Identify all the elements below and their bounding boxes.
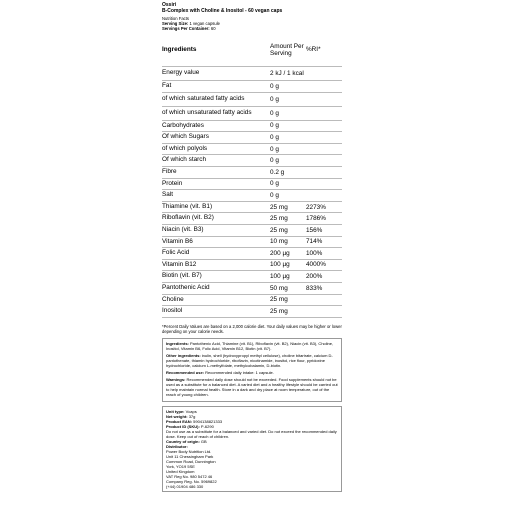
cell-name: Vitamin B12 xyxy=(162,259,270,271)
cell-ri: 2273% xyxy=(306,201,342,213)
table-row xyxy=(162,106,342,120)
table-row xyxy=(162,306,342,318)
cell-ri: 100% xyxy=(306,248,342,260)
country-of-origin: Country of origin: GB xyxy=(166,439,207,445)
ingredients-box xyxy=(162,338,342,402)
table-row xyxy=(162,190,342,202)
cell-amount: 10 mg xyxy=(270,236,306,248)
product-details-box xyxy=(162,406,342,492)
table-row xyxy=(162,81,342,93)
unit-type: Unit type: Vcaps xyxy=(166,409,197,415)
header-ri: %RI* xyxy=(306,33,342,67)
cell-name: Inositol xyxy=(162,306,270,318)
warnings: Warnings: Recommended daily dose should not be exceeded. Food supplements should not be used as a substitute for a balanced diet. A varied diet and a healthy lifestyle should be carried out to help maintain normal health. Store in a dark and dry place at room temperature, out of the reach of young children. xyxy=(166,377,338,398)
cell-ri xyxy=(306,166,342,178)
table-row xyxy=(162,282,342,294)
cell-ri: 714% xyxy=(306,236,342,248)
serving-size: Serving Size: 1 vegan capsule xyxy=(162,21,220,26)
distributor-line: Power Body Nutrition Ltd. xyxy=(166,449,212,455)
table-row xyxy=(162,294,342,306)
table-row xyxy=(162,248,342,260)
cell-name: Of which Sugars xyxy=(162,132,270,144)
cell-amount: 0 g xyxy=(270,92,306,106)
cell-amount: 25 mg xyxy=(270,306,306,318)
cell-name: Protein xyxy=(162,178,270,190)
table-row xyxy=(162,236,342,248)
cell-name: Energy value xyxy=(162,67,270,81)
cell-name: Carbohydrates xyxy=(162,120,270,132)
table-row xyxy=(162,178,342,190)
header-ingredients: Ingredients xyxy=(162,33,270,67)
recommended-use: Recommended use: Recommended daily intake: 1 capsule. xyxy=(166,370,274,376)
cell-amount: 0 g xyxy=(270,143,306,155)
other-ingredients: Other ingredients: inulin, shell (hydroxypropyl methyl cellulose), choline bitartrate, calcium D-pantothenate, thiamin hydrochloride, riboflavin, nicotinamide, inositol, rice flour, pyridoxine hydrochloride, calcium L-methylfolate, methylcobalamin, D-biotin. xyxy=(166,353,333,369)
cell-name: Salt xyxy=(162,190,270,202)
cell-ri: 200% xyxy=(306,271,342,283)
table-row xyxy=(162,224,342,236)
cell-ri: 156% xyxy=(306,224,342,236)
servings-per-container: Servings Per Container: 60 xyxy=(162,26,216,31)
table-row xyxy=(162,259,342,271)
product-id: Product ID (SKU): P-6290 xyxy=(166,424,214,430)
distributor-line: United Kingdom xyxy=(166,469,195,475)
distributor-line: York, YO19 5SE xyxy=(166,464,195,470)
nutrition-table xyxy=(162,33,342,318)
cell-amount: 100 µg xyxy=(270,259,306,271)
cell-name: of which unsaturated fatty acids xyxy=(162,106,270,120)
cell-amount: 0 g xyxy=(270,178,306,190)
brand-name: Ossiri xyxy=(162,2,177,8)
table-row xyxy=(162,155,342,167)
footnote: *Percent Daily Values are based on a 2,000 calorie diet. Your daily values may be higher or lower depending on your calorie needs. xyxy=(162,323,342,334)
cell-amount: 100 µg xyxy=(270,271,306,283)
table-row xyxy=(162,271,342,283)
table-row xyxy=(162,132,342,144)
table-row xyxy=(162,92,342,106)
cell-amount: 25 mg xyxy=(270,224,306,236)
cell-ri xyxy=(306,67,342,81)
product-name: B-Complex with Choline & Inositol - 60 vegan caps xyxy=(162,8,283,14)
cell-name: Fat xyxy=(162,81,270,93)
table-row xyxy=(162,67,342,81)
cell-ri xyxy=(306,143,342,155)
table-row xyxy=(162,213,342,225)
cell-name: Fibre xyxy=(162,166,270,178)
table-row xyxy=(162,143,342,155)
cell-amount: 0 g xyxy=(270,132,306,144)
cell-name: Thiamine (vit. B1) xyxy=(162,201,270,213)
cell-ri: 833% xyxy=(306,282,342,294)
cell-ri xyxy=(306,190,342,202)
cell-name: Biotin (vit. B7) xyxy=(162,271,270,283)
product-info-page xyxy=(162,2,342,492)
distributor-label: Distributor: xyxy=(166,444,188,450)
distributor-line: Company Reg. No. 5969822 xyxy=(166,479,217,485)
cell-amount: 50 mg xyxy=(270,282,306,294)
product-ean: Product EAN: 5904138821333 xyxy=(166,419,223,425)
facts-label: Nutrition Facts xyxy=(162,16,189,21)
cell-amount: 25 mg xyxy=(270,213,306,225)
cell-name: Of which starch xyxy=(162,155,270,167)
cell-amount: 2 kJ / 1 kcal xyxy=(270,67,306,81)
ingredients: Ingredients: Pantothenic Acid, Thiamine (vit. B1), Riboflavin (vit. B2), Niacin (vit. B3), Choline, Inositol, Vitamin B6, Folic Acid, Vitamin B12, Biotin (vit. B7). xyxy=(166,341,334,352)
table-row xyxy=(162,166,342,178)
table-row xyxy=(162,201,342,213)
cell-ri xyxy=(306,120,342,132)
cell-ri xyxy=(306,106,342,120)
cell-name: Choline xyxy=(162,294,270,306)
distributor-address xyxy=(166,449,338,489)
cell-amount: 0.2 g xyxy=(270,166,306,178)
cell-name: Niacin (vit. B3) xyxy=(162,224,270,236)
cell-ri: 4000% xyxy=(306,259,342,271)
cell-name: Vitamin B6 xyxy=(162,236,270,248)
cell-ri xyxy=(306,81,342,93)
cell-name: of which polyols xyxy=(162,143,270,155)
cell-amount: 0 g xyxy=(270,190,306,202)
distributor-line: (+44) 01904 486 330 xyxy=(166,484,204,490)
cell-ri xyxy=(306,294,342,306)
distributor-line: Unit 11 Chessingham Park xyxy=(166,454,214,460)
cell-amount: 200 µg xyxy=(270,248,306,260)
net-weight: Net weight: 37g xyxy=(166,414,196,420)
cell-ri xyxy=(306,132,342,144)
cell-amount: 25 mg xyxy=(270,201,306,213)
cell-name: Pantothenic Acid xyxy=(162,282,270,294)
distributor-line: Common Road, Dunnington xyxy=(166,459,216,465)
cell-ri xyxy=(306,178,342,190)
cell-amount: 0 g xyxy=(270,120,306,132)
cell-name: of which saturated fatty acids xyxy=(162,92,270,106)
cell-amount: 0 g xyxy=(270,155,306,167)
cell-ri xyxy=(306,92,342,106)
distributor-line: VAT Reg No. 980 5472 46 xyxy=(166,474,213,480)
cell-ri xyxy=(306,155,342,167)
header-amount: Amount Per Serving xyxy=(270,33,306,67)
cell-name: Riboflavin (vit. B2) xyxy=(162,213,270,225)
cell-amount: 0 g xyxy=(270,81,306,93)
cell-amount: 25 mg xyxy=(270,294,306,306)
details-note: Do not use as a substitute for a balanced and varied diet. Do not exceed the recommended daily dose. Keep out of reach of children. xyxy=(166,429,337,440)
cell-ri xyxy=(306,306,342,318)
cell-ri: 1786% xyxy=(306,213,342,225)
cell-name: Folic Acid xyxy=(162,248,270,260)
cell-amount: 0 g xyxy=(270,106,306,120)
table-row xyxy=(162,120,342,132)
